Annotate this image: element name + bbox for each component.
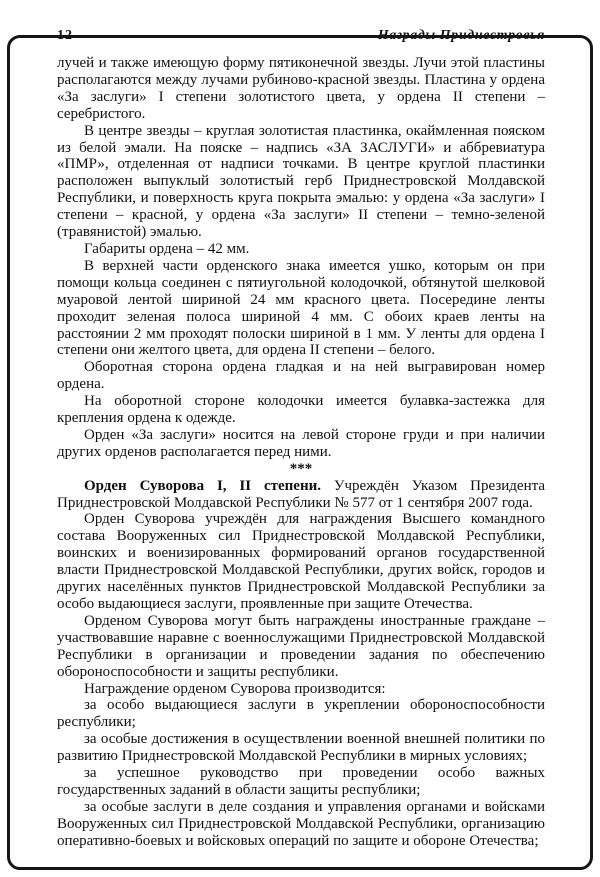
page-number: 12 (57, 28, 73, 43)
paragraph: за особые достижения в осуществлении военной внешней политики по развитию Приднестровской Молдавской Республики в мирных условиях; (57, 731, 545, 765)
paragraph: В верхней части орденского знака имеется ушко, которым он при помощи кольца соединен с пятиугольной колодочкой, обтянутой шелковой муаровой лентой шириной 24 мм красного цвета. Посередине ленты проходит зеленая полоса шириной 4 мм. С обоих краев ленты на расстоянии 2 мм проходят полоски шириной в 1 мм. У ленты для ордена I степени они желтого цвета, для ордена II степени – белого. (57, 257, 545, 359)
paragraph: лучей и также имеющую форму пятиконечной звезды. Лучи этой пластины располагаются между лучами рубиново-красной звезды. Пластина у ордена «За заслуги» I степени золотистого цвета, у ордена II степени – серебристого. (57, 55, 545, 122)
paragraph: Орденом Суворова могут быть награждены иностранные граждане – участвовавшие наравне с военнослужащими Приднестровской Молдавской Республики в организации и проведении задания по обеспечению обороноспособности и защиты республики. (57, 612, 545, 680)
page-header (57, 28, 545, 44)
order-title: Орден Суворова I, II степени. (84, 477, 321, 494)
paragraph: Оборотная сторона ордена гладкая и на ней выгравирован номер ордена. (57, 359, 545, 393)
paragraph: В центре звезды – круглая золотистая пластинка, окаймленная пояском из белой эмали. На пояске – надпись «ЗА ЗАСЛУГИ» и аббревиатура «ПМР», отделенная от надписи точками. В центре круглой пластинки расположен выпуклый золотистый герб Приднестровской Молдавской Республики, и поверхность круга покрыта эмалью: у ордена «За заслуги» I степени – красной, у ордена «За заслуги» II степени – темно-зеленой (травянистой) эмалью. (57, 122, 545, 241)
running-title: Награды Приднестровья (377, 28, 545, 43)
paragraph: Габариты ордена – 42 мм. (84, 240, 250, 257)
paragraph: Награждение орденом Суворова производится: (84, 680, 386, 697)
paragraph: за особо выдающиеся заслуги в укреплении обороноспособности республики; (57, 697, 545, 731)
paragraph: Орден «За заслуги» носится на левой стороне груди и при наличии других орденов располагается перед ними. (57, 426, 545, 460)
section-separator: *** (289, 460, 313, 477)
paragraph: На оборотной стороне колодочки имеется булавка-застежка для крепления ордена к одежде. (57, 393, 545, 427)
paragraph: Орден Суворова учреждён для награждения Высшего командного состава Вооруженных сил Приднестровской Молдавской Республики, воинских и военизированных формирований органов государственной власти Приднестровской Молдавской Республики, других войск, городов и других населённых пунктов Приднестровской Молдавской Республики за особо выдающиеся заслуги, проявленные при защите Отечества. (57, 511, 545, 612)
paragraph: за успешное руководство при проведении особо важных государственных заданий в области защиты республики; (57, 765, 545, 798)
page-content (57, 55, 545, 850)
paragraph: за особые заслуги в деле создания и управления органами и войсками Вооруженных сил Приднестровской Молдавской Республики, организацию оперативно-боевых и войсковых операций по защите и обороне Отечества; (57, 798, 545, 849)
paragraph (57, 478, 545, 512)
paragraph-text: Учреждён Указом Президента Приднестровской Молдавской Республики № 577 от 1 сентября 2007 года. (57, 477, 545, 511)
book-page (0, 28, 600, 877)
